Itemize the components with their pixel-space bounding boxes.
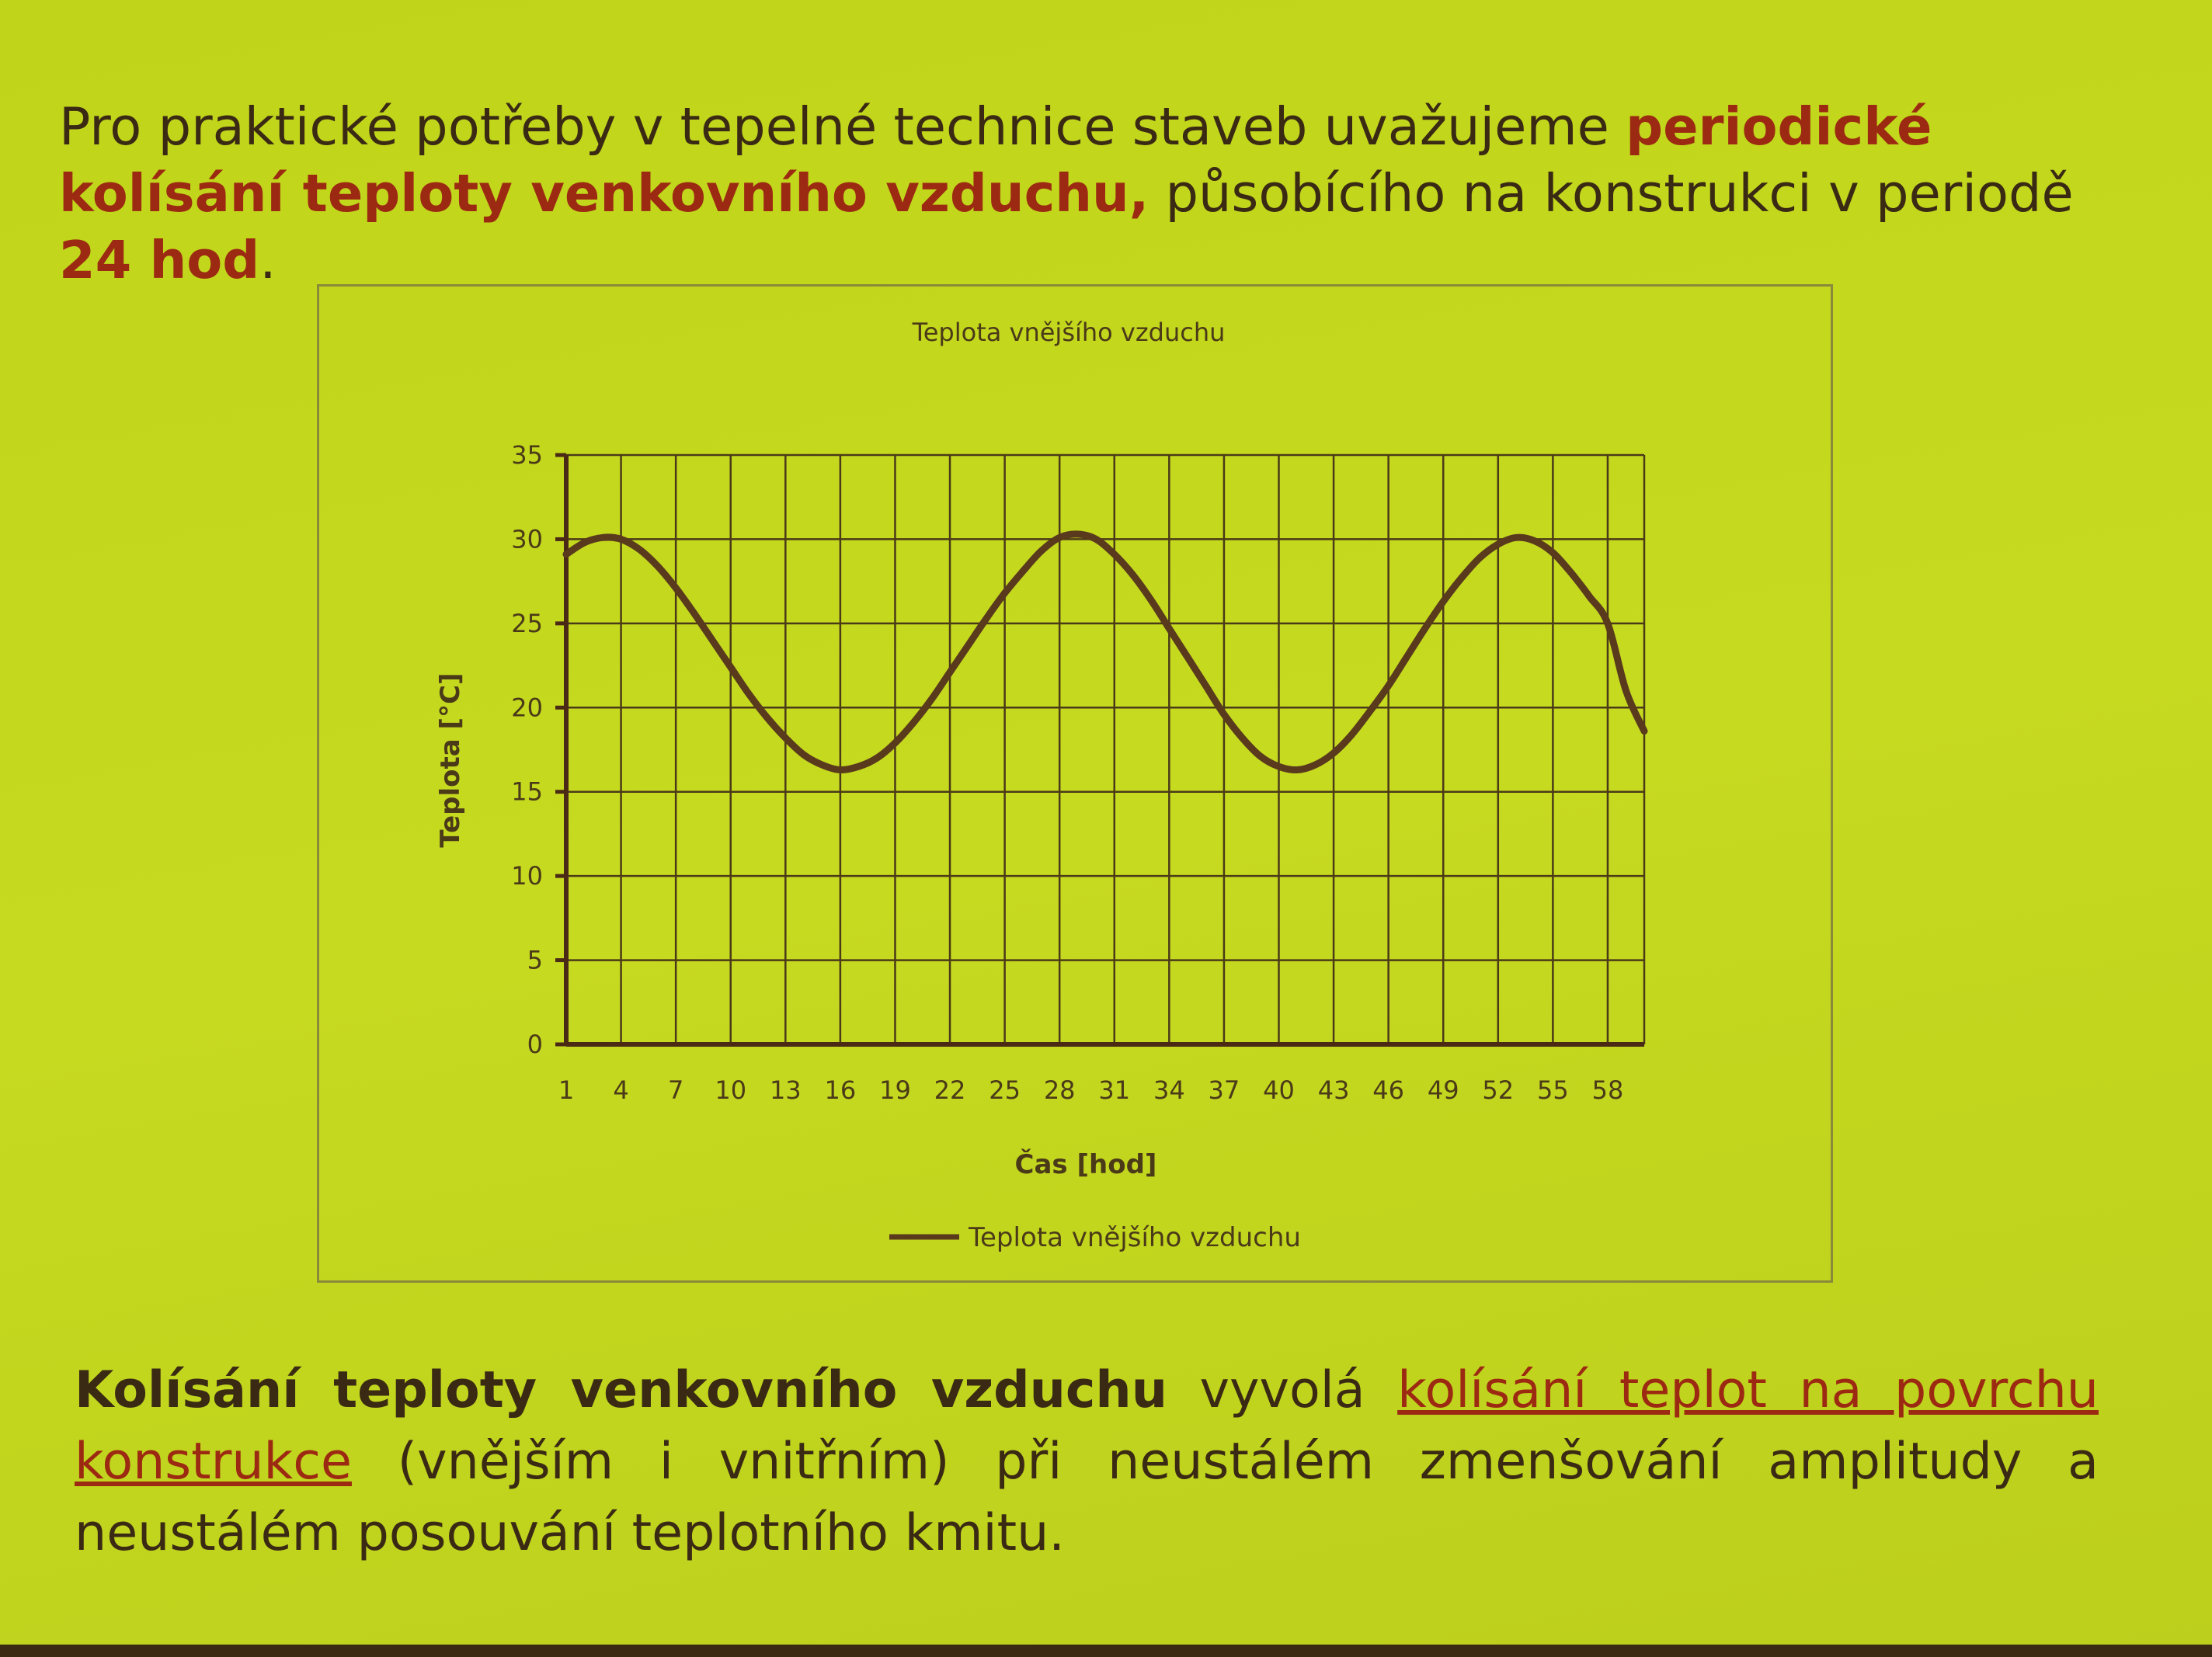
y-tick-label: 30 xyxy=(511,524,543,554)
x-tick-label: 55 xyxy=(1537,1075,1569,1105)
screen-bottom-edge xyxy=(0,1645,2212,1657)
conclusion-text-1: vyvolá xyxy=(1167,1361,1398,1419)
x-tick-label: 22 xyxy=(934,1075,966,1105)
x-tick-label: 1 xyxy=(558,1075,575,1105)
x-tick-label: 58 xyxy=(1591,1075,1624,1105)
x-tick-label: 25 xyxy=(989,1075,1021,1105)
x-tick-label: 40 xyxy=(1263,1075,1295,1105)
x-tick-label: 43 xyxy=(1317,1075,1350,1105)
x-tick-label: 52 xyxy=(1482,1075,1515,1105)
y-axis-ticks xyxy=(511,440,566,1059)
x-tick-label: 13 xyxy=(769,1075,802,1105)
temperature-chart xyxy=(319,287,1831,1280)
x-tick-label: 46 xyxy=(1372,1075,1405,1105)
x-tick-label: 16 xyxy=(824,1075,857,1105)
intro-text-1: Pro praktické potřeby v tepelné technice staveb uvažujeme xyxy=(59,96,1626,157)
y-tick-label: 15 xyxy=(511,776,543,807)
conclusion-bold: Kolísání teploty venkovního vzduchu xyxy=(75,1361,1167,1419)
conclusion-text-2: (vnějším i vnitřním) při neustálém zmenšování amplitudy a neustálém posouvání teplotního kmitu. xyxy=(75,1433,2099,1562)
legend-label: Teplota vnějšího vzduchu xyxy=(969,1222,1301,1253)
x-tick-label: 28 xyxy=(1043,1075,1076,1105)
y-tick-label: 10 xyxy=(511,861,543,891)
x-tick-label: 34 xyxy=(1153,1075,1185,1105)
x-tick-label: 7 xyxy=(667,1075,684,1105)
intro-highlight-period: 24 hod xyxy=(59,230,260,290)
x-axis-ticks xyxy=(558,1075,1623,1105)
series-line-outdoor-temperature xyxy=(566,534,1644,770)
x-axis-label: Čas [hod] xyxy=(1014,1149,1157,1180)
y-tick-label: 25 xyxy=(511,608,543,638)
x-tick-label: 31 xyxy=(1098,1075,1131,1105)
x-tick-label: 37 xyxy=(1208,1075,1240,1105)
conclusion-paragraph xyxy=(75,1355,2099,1569)
x-tick-label: 10 xyxy=(715,1075,747,1105)
y-tick-label: 20 xyxy=(511,693,543,723)
intro-text-2: působícího na konstrukci v periodě xyxy=(1149,163,2074,224)
intro-highlight-fluctuation: periodické kolísání teploty venkovního vzduchu, xyxy=(59,96,1932,224)
conclusion-link-surface-temperature[interactable]: kolísání teplot na povrchu konstrukce xyxy=(75,1361,2099,1491)
y-tick-label: 5 xyxy=(527,945,543,975)
x-tick-label: 19 xyxy=(879,1075,911,1105)
y-axis-label: Teplota [°C] xyxy=(435,672,466,848)
y-tick-label: 0 xyxy=(527,1030,543,1059)
x-tick-label: 4 xyxy=(613,1075,629,1105)
chart-title: Teplota vnějšího vzduchu xyxy=(912,318,1226,347)
intro-paragraph xyxy=(59,93,2094,294)
chart-frame xyxy=(317,284,1833,1283)
x-tick-label: 49 xyxy=(1427,1075,1459,1105)
intro-text-3: . xyxy=(259,230,276,290)
y-tick-label: 35 xyxy=(511,440,543,470)
